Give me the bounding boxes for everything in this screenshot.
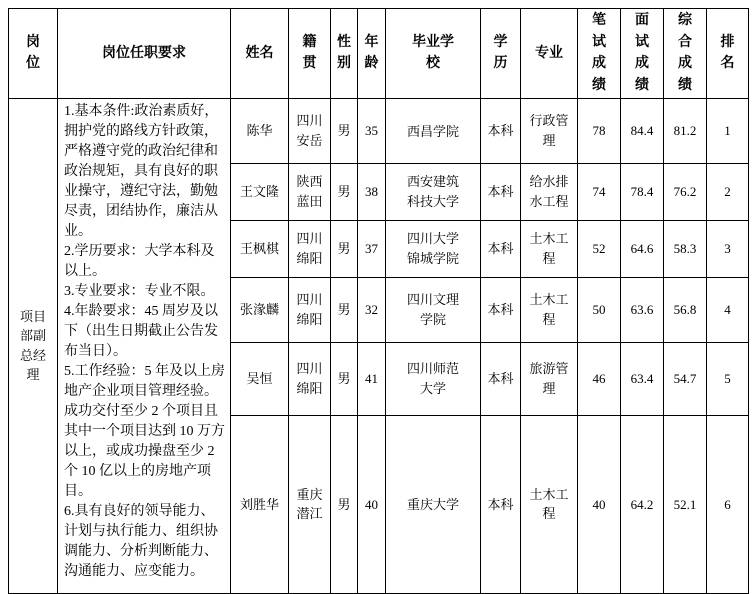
header-gender: 性别 [331,9,358,99]
cell-age: 38 [358,163,386,220]
cell-interview-score: 84.4 [621,98,664,163]
cell-overall-score: 58.3 [664,220,707,277]
cell-native-place: 重庆潜江 [289,415,331,593]
cell-education: 本科 [481,220,521,277]
cell-rank: 3 [707,220,749,277]
cell-written-score: 78 [578,98,621,163]
requirement-paragraph: 5.工作经验：5 年及以上房地产企业项目管理经验。成功交付至少 2 个项目且其中一个项目达到 10 万方以上，或成功操盘至少 2 个 10 亿以上的房地产项目。 [64,363,225,499]
cell-native-place: 四川绵阳 [289,277,331,342]
requirement-paragraph: 6.具有良好的领导能力、计划与执行能力、组织协调能力、分析判断能力、沟通能力、应变能力。 [64,503,218,579]
cell-age: 35 [358,98,386,163]
header-rank: 排名 [707,9,749,99]
header-school: 毕业学校 [386,9,481,99]
cell-overall-score: 56.8 [664,277,707,342]
cell-interview-score: 64.6 [621,220,664,277]
cell-school: 四川大学锦城学院 [386,220,481,277]
cell-education: 本科 [481,277,521,342]
cell-gender: 男 [331,98,358,163]
cell-gender: 男 [331,163,358,220]
cell-gender: 男 [331,277,358,342]
cell-major: 土木工程 [521,415,578,593]
cell-major: 土木工程 [521,220,578,277]
header-name: 姓名 [231,9,289,99]
header-major: 专业 [521,9,578,99]
cell-written-score: 40 [578,415,621,593]
cell-rank: 4 [707,277,749,342]
cell-rank: 1 [707,98,749,163]
cell-school: 西安建筑科技大学 [386,163,481,220]
table-header-row [9,9,749,99]
requirement-paragraph: 3.专业要求：专业不限。 [64,283,215,299]
header-education: 学历 [481,9,521,99]
cell-written-score: 50 [578,277,621,342]
header-overall-score: 综合成绩 [664,9,707,99]
cell-interview-score: 63.4 [621,342,664,415]
cell-major: 给水排水工程 [521,163,578,220]
cell-major: 行政管理 [521,98,578,163]
cell-name: 吴恒 [231,342,289,415]
cell-school: 四川师范大学 [386,342,481,415]
cell-interview-score: 78.4 [621,163,664,220]
header-age: 年龄 [358,9,386,99]
cell-overall-score: 54.7 [664,342,707,415]
cell-education: 本科 [481,98,521,163]
requirement-paragraph: 1.基本条件:政治素质好，拥护党的路线方针政策，严格遵守党的政治纪律和政治规矩，具有良好的职业操守，遵纪守法，勤勉尽责，团结协作，廉洁从业。 [64,103,219,239]
cell-gender: 男 [331,220,358,277]
cell-native-place: 四川绵阳 [289,220,331,277]
cell-education: 本科 [481,342,521,415]
cell-name: 张湪麟 [231,277,289,342]
cell-requirements [58,98,231,593]
cell-interview-score: 63.6 [621,277,664,342]
cell-rank: 2 [707,163,749,220]
cell-name: 王枫棋 [231,220,289,277]
cell-overall-score: 52.1 [664,415,707,593]
cell-interview-score: 64.2 [621,415,664,593]
cell-age: 40 [358,415,386,593]
cell-position: 项目部副总经理 [9,98,58,593]
cell-written-score: 46 [578,342,621,415]
cell-native-place: 陕西蓝田 [289,163,331,220]
cell-gender: 男 [331,342,358,415]
cell-overall-score: 76.2 [664,163,707,220]
cell-education: 本科 [481,163,521,220]
cell-name: 刘胜华 [231,415,289,593]
cell-major: 旅游管理 [521,342,578,415]
header-native-place: 籍贯 [289,9,331,99]
cell-native-place: 四川安岳 [289,98,331,163]
cell-overall-score: 81.2 [664,98,707,163]
header-requirements: 岗位任职要求 [58,9,231,99]
cell-written-score: 74 [578,163,621,220]
cell-age: 37 [358,220,386,277]
requirement-paragraph: 4.年龄要求：45 周岁及以下（出生日期截止公告发布当日）。 [64,303,218,359]
recruitment-score-table [8,8,749,594]
cell-major: 土木工程 [521,277,578,342]
cell-school: 四川文理学院 [386,277,481,342]
cell-rank: 5 [707,342,749,415]
cell-native-place: 四川绵阳 [289,342,331,415]
cell-name: 陈华 [231,98,289,163]
cell-age: 41 [358,342,386,415]
header-written-score: 笔试成绩 [578,9,621,99]
table-row [9,98,749,163]
header-interview-score: 面试成绩 [621,9,664,99]
cell-school: 西昌学院 [386,98,481,163]
cell-written-score: 52 [578,220,621,277]
cell-school: 重庆大学 [386,415,481,593]
cell-rank: 6 [707,415,749,593]
cell-age: 32 [358,277,386,342]
requirement-paragraph: 2.学历要求：大学本科及以上。 [64,243,215,279]
header-position: 岗位 [9,9,58,99]
cell-education: 本科 [481,415,521,593]
cell-gender: 男 [331,415,358,593]
cell-name: 王文隆 [231,163,289,220]
